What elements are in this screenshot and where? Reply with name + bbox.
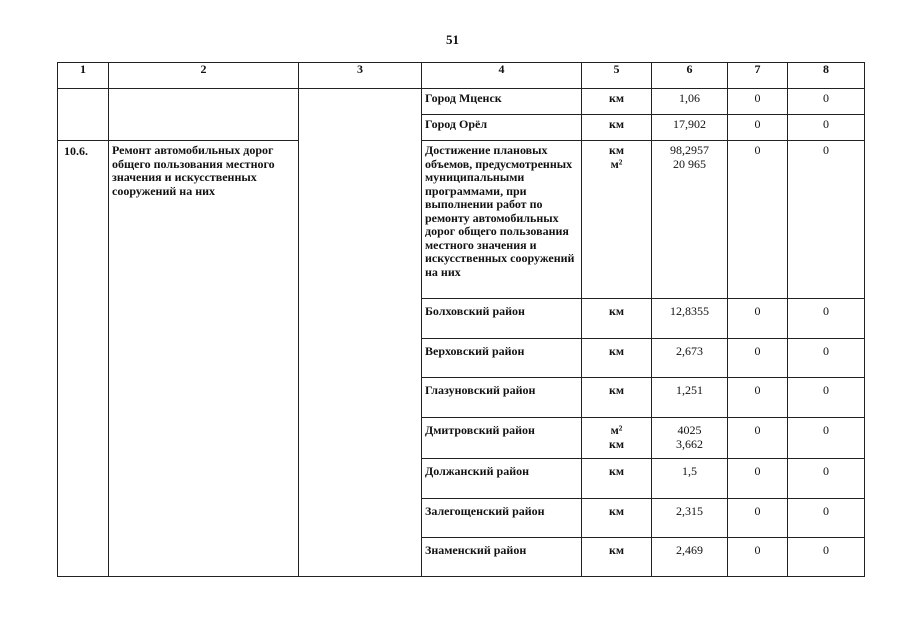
district-name: Знаменский район bbox=[422, 538, 582, 577]
row-unit: км bbox=[582, 89, 652, 115]
district-units bbox=[582, 418, 652, 459]
district-col7: 0 bbox=[728, 299, 788, 339]
district-name: Залегощенский район bbox=[422, 499, 582, 538]
page-number: 51 bbox=[446, 32, 459, 47]
header-col-6: 6 bbox=[652, 63, 728, 89]
district-unit-1: м² bbox=[610, 423, 623, 437]
district-col8: 0 bbox=[788, 339, 865, 378]
cell-empty bbox=[299, 89, 422, 577]
header-col-5: 5 bbox=[582, 63, 652, 89]
district-col8: 0 bbox=[788, 499, 865, 538]
district-unit: км bbox=[582, 339, 652, 378]
district-unit: км bbox=[582, 499, 652, 538]
row-unit: км bbox=[582, 115, 652, 141]
table-row bbox=[58, 89, 865, 115]
district-col8: 0 bbox=[788, 459, 865, 499]
header-col-1: 1 bbox=[58, 63, 109, 89]
district-col8: 0 bbox=[788, 378, 865, 418]
district-col8: 0 bbox=[788, 299, 865, 339]
row-name: Город Мценск bbox=[422, 89, 582, 115]
district-col8: 0 bbox=[788, 418, 865, 459]
row-col7: 0 bbox=[728, 89, 788, 115]
district-unit: км bbox=[582, 538, 652, 577]
district-name: Верховский район bbox=[422, 339, 582, 378]
district-value: 1,5 bbox=[652, 459, 728, 499]
indicators-table bbox=[57, 62, 865, 577]
district-col8: 0 bbox=[788, 538, 865, 577]
indicator-units bbox=[582, 141, 652, 299]
district-col7: 0 bbox=[728, 538, 788, 577]
district-name: Дмитровский район bbox=[422, 418, 582, 459]
indicator-value-1: 98,2957 bbox=[670, 143, 709, 157]
header-col-8: 8 bbox=[788, 63, 865, 89]
item-title: Ремонт автомобильных дорог общего пользования местного значения и искусственных сооружений на них bbox=[109, 141, 299, 577]
table-row bbox=[58, 141, 865, 299]
district-col7: 0 bbox=[728, 499, 788, 538]
district-col7: 0 bbox=[728, 339, 788, 378]
indicator-col8: 0 bbox=[788, 141, 865, 299]
row-col8: 0 bbox=[788, 89, 865, 115]
district-value: 2,673 bbox=[652, 339, 728, 378]
district-col7: 0 bbox=[728, 378, 788, 418]
header-row bbox=[58, 63, 865, 89]
district-col7: 0 bbox=[728, 459, 788, 499]
district-unit-2: км bbox=[608, 436, 625, 451]
row-col8: 0 bbox=[788, 115, 865, 141]
header-col-3: 3 bbox=[299, 63, 422, 89]
indicator-value-2: 20 965 bbox=[673, 156, 706, 171]
district-unit: км bbox=[582, 378, 652, 418]
indicator-name: Достижение плановых объемов, предусмотренных муниципальными программами, при выполнении работ по ремонту автомобильных дорог общего пользования местного значения и искусственных сооружений на них bbox=[422, 141, 582, 299]
indicator-col7: 0 bbox=[728, 141, 788, 299]
row-value: 17,902 bbox=[652, 115, 728, 141]
district-values bbox=[652, 418, 728, 459]
district-name: Должанский район bbox=[422, 459, 582, 499]
header-col-7: 7 bbox=[728, 63, 788, 89]
item-number: 10.6. bbox=[58, 141, 109, 577]
header-col-4: 4 bbox=[422, 63, 582, 89]
district-value: 2,469 bbox=[652, 538, 728, 577]
district-value: 1,251 bbox=[652, 378, 728, 418]
row-col7: 0 bbox=[728, 115, 788, 141]
district-value-1: 4025 bbox=[677, 423, 702, 437]
district-name: Болховский район bbox=[422, 299, 582, 339]
indicator-unit-2: м² bbox=[610, 156, 623, 171]
district-value: 2,315 bbox=[652, 499, 728, 538]
district-unit: км bbox=[582, 459, 652, 499]
header-col-2: 2 bbox=[109, 63, 299, 89]
indicator-unit-1: км bbox=[608, 143, 625, 157]
row-name: Город Орёл bbox=[422, 115, 582, 141]
cell-empty bbox=[109, 89, 299, 141]
district-col7: 0 bbox=[728, 418, 788, 459]
district-unit: км bbox=[582, 299, 652, 339]
district-name: Глазуновский район bbox=[422, 378, 582, 418]
district-value: 12,8355 bbox=[652, 299, 728, 339]
cell-empty bbox=[58, 89, 109, 141]
district-value-2: 3,662 bbox=[676, 436, 703, 451]
indicator-values bbox=[652, 141, 728, 299]
row-value: 1,06 bbox=[652, 89, 728, 115]
